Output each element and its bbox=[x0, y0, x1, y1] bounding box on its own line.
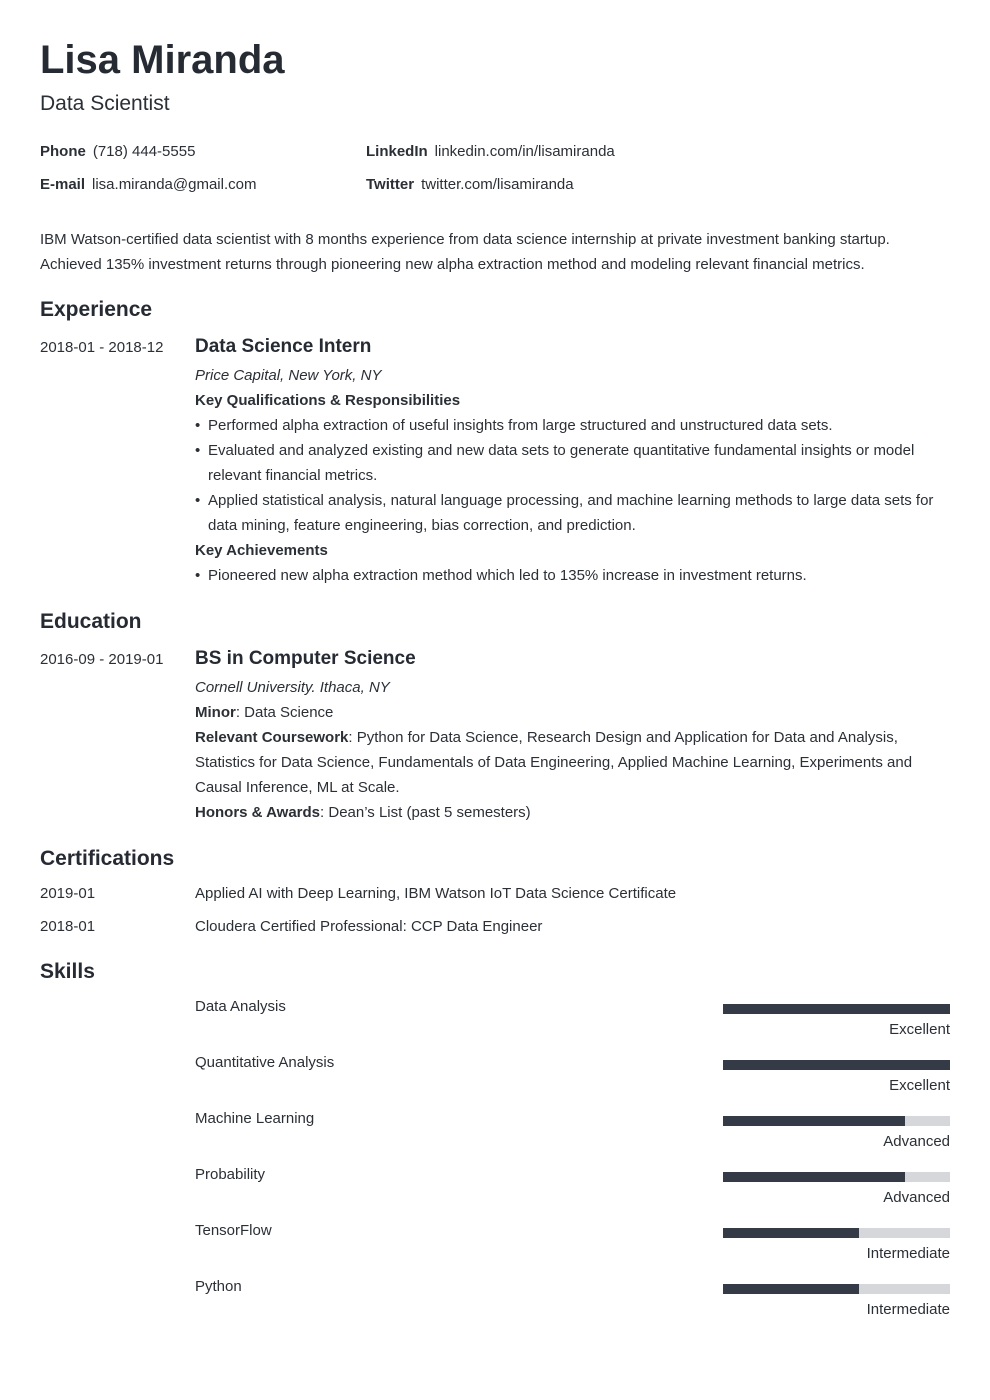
contact-twitter bbox=[366, 175, 574, 195]
phone-label: Phone bbox=[40, 143, 86, 160]
skill-level-fill bbox=[723, 1116, 905, 1126]
coursework-value: : Python for Data Science, Research Design and Application for Data and Analysis, Statistics for Data Science, Fundamentals of Data Engineering, Applied Machine Learning, Experiments and Causal Inference, ML at Scale. bbox=[195, 729, 913, 796]
skill-row bbox=[195, 1221, 950, 1267]
resume-name: Lisa Miranda bbox=[40, 38, 285, 82]
list-item: • Performed alpha extraction of useful insights from large structured and unstructured data sets. bbox=[195, 413, 950, 438]
experience-heading: Experience bbox=[40, 298, 153, 321]
education-coursework bbox=[195, 725, 950, 800]
certification-name: Applied AI with Deep Learning, IBM Watson IoT Data Science Certificate bbox=[195, 885, 677, 902]
skill-level-bar bbox=[723, 1228, 950, 1238]
experience-role: Data Science Intern bbox=[195, 336, 372, 357]
honors-value: : Dean’s List (past 5 semesters) bbox=[320, 804, 531, 821]
skill-level-label: Intermediate bbox=[866, 1301, 950, 1318]
skill-level-bar bbox=[723, 1284, 950, 1294]
skill-row bbox=[195, 1165, 950, 1211]
skill-name: TensorFlow bbox=[195, 1222, 272, 1239]
list-item: • Evaluated and analyzed existing and new data sets to generate quantitative fundamental insights or model relevant financial metrics. bbox=[195, 438, 950, 488]
skill-level-fill bbox=[723, 1004, 950, 1014]
skill-name: Data Analysis bbox=[195, 998, 286, 1015]
skill-row bbox=[195, 1053, 950, 1099]
minor-value: : Data Science bbox=[235, 704, 334, 721]
job-title: Data Scientist bbox=[40, 92, 170, 115]
skill-row bbox=[195, 997, 950, 1043]
skill-name: Probability bbox=[195, 1166, 266, 1183]
skill-level-label: Advanced bbox=[883, 1189, 950, 1206]
email-label: E-mail bbox=[40, 176, 86, 193]
education-degree: BS in Computer Science bbox=[195, 648, 416, 669]
twitter-label: Twitter bbox=[366, 176, 415, 193]
skills-heading: Skills bbox=[40, 960, 95, 983]
education-dates: 2016-09 - 2019-01 bbox=[40, 651, 164, 668]
honors-label: Honors & Awards bbox=[195, 804, 321, 821]
skill-level-bar bbox=[723, 1060, 950, 1070]
skill-name: Python bbox=[195, 1278, 242, 1295]
education-honors bbox=[195, 800, 950, 825]
linkedin-label: LinkedIn bbox=[366, 143, 428, 160]
skill-level-fill bbox=[723, 1228, 859, 1238]
skill-level-fill bbox=[723, 1060, 950, 1070]
certifications-heading: Certifications bbox=[40, 847, 175, 870]
certification-date: 2019-01 bbox=[40, 885, 96, 902]
skill-level-label: Advanced bbox=[883, 1133, 950, 1150]
skill-level-bar bbox=[723, 1004, 950, 1014]
education-heading: Education bbox=[40, 610, 142, 633]
minor-label: Minor bbox=[195, 704, 236, 721]
phone-value[interactable]: (718) 444-5555 bbox=[92, 143, 196, 160]
linkedin-value[interactable]: linkedin.com/in/lisamiranda bbox=[434, 143, 615, 160]
skill-name: Machine Learning bbox=[195, 1110, 315, 1127]
experience-dates: 2018-01 - 2018-12 bbox=[40, 339, 164, 356]
list-item: • Applied statistical analysis, natural language processing, and machine learning methods to large data sets for data mining, feature engineering, bias correction, and prediction. bbox=[195, 488, 950, 538]
summary-text: IBM Watson-certified data scientist with 8 months experience from data science internship at private investment banking startup. Achieved 135% investment returns through pioneering new alpha extraction method and modeling relevant financial metrics. bbox=[40, 231, 890, 273]
contact-phone bbox=[40, 142, 195, 162]
twitter-value[interactable]: twitter.com/lisamiranda bbox=[421, 176, 574, 193]
skill-row bbox=[195, 1277, 950, 1323]
experience-entry bbox=[195, 334, 950, 588]
achievements-list bbox=[195, 563, 950, 588]
education-minor bbox=[195, 700, 950, 725]
certification-date: 2018-01 bbox=[40, 918, 96, 935]
experience-company: Price Capital, New York, NY bbox=[195, 367, 382, 384]
skill-level-fill bbox=[723, 1284, 859, 1294]
skill-level-bar bbox=[723, 1172, 950, 1182]
skill-level-label: Excellent bbox=[889, 1021, 950, 1038]
list-item: • Pioneered new alpha extraction method which led to 135% increase in investment returns. bbox=[195, 563, 950, 588]
qualifications-heading: Key Qualifications & Responsibilities bbox=[195, 392, 461, 409]
skill-level-fill bbox=[723, 1172, 905, 1182]
email-value[interactable]: lisa.miranda@gmail.com bbox=[92, 176, 257, 193]
skill-row bbox=[195, 1109, 950, 1155]
skill-level-label: Intermediate bbox=[866, 1245, 950, 1262]
skill-name: Quantitative Analysis bbox=[195, 1054, 335, 1071]
qualifications-list bbox=[195, 413, 950, 538]
contact-email bbox=[40, 175, 256, 195]
skill-level-label: Excellent bbox=[889, 1077, 950, 1094]
certification-name: Cloudera Certified Professional: CCP Data Engineer bbox=[195, 918, 543, 935]
contact-linkedin bbox=[366, 142, 615, 162]
coursework-label: Relevant Coursework bbox=[195, 729, 349, 746]
achievements-heading: Key Achievements bbox=[195, 542, 328, 559]
education-entry bbox=[195, 646, 950, 825]
skill-level-bar bbox=[723, 1116, 950, 1126]
education-school: Cornell University. Ithaca, NY bbox=[195, 679, 390, 696]
